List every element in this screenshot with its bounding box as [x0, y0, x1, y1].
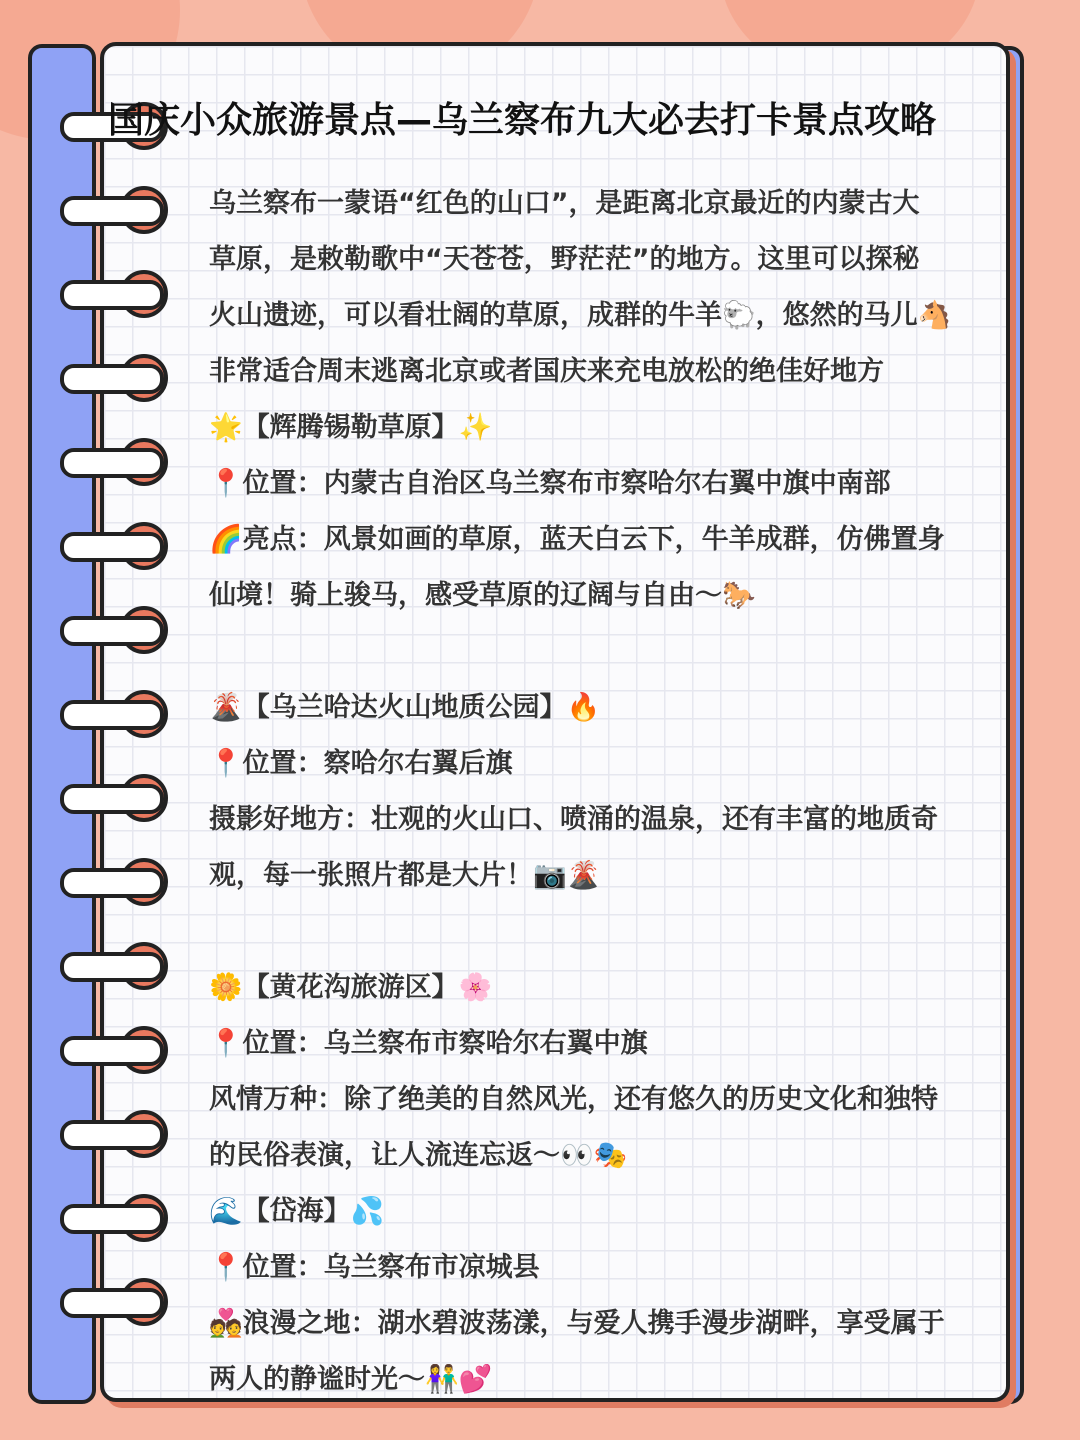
section-line: 观，每一张照片都是大片！📷🌋 — [209, 860, 601, 891]
binder-ring — [60, 188, 168, 224]
binder-ring — [60, 1028, 168, 1064]
binder-ring — [60, 1280, 168, 1316]
section-line: 🌈亮点：风景如画的草原，蓝天白云下，牛羊成群，仿佛置身 — [209, 524, 945, 555]
ring-wire — [60, 1288, 164, 1318]
section-wulanhada — [209, 680, 979, 904]
intro-line: 乌兰察布一蒙语“红色的山口”，是距离北京最近的内蒙古大 — [209, 188, 920, 219]
ring-wire — [60, 1204, 164, 1234]
ring-wire — [60, 700, 164, 730]
binder-ring — [60, 1196, 168, 1232]
section-daihai — [209, 1184, 979, 1408]
section-heading: 🌟【辉腾锡勒草原】✨ — [209, 412, 493, 443]
article-body — [209, 176, 979, 1408]
page-title: 国庆小众旅游景点—乌兰察布九大必去打卡景点攻略 — [108, 100, 937, 141]
section-huanghuagou — [209, 960, 979, 1184]
binder-ring — [60, 524, 168, 560]
section-line: 两人的静谧时光～👫💕 — [209, 1364, 493, 1395]
binder-ring — [60, 776, 168, 812]
intro-paragraph — [209, 176, 979, 400]
section-heading: 🌊【岱海】💦 — [209, 1196, 385, 1227]
section-line: 📍位置：察哈尔右翼后旗 — [209, 748, 513, 779]
section-huitengxile — [209, 400, 979, 624]
section-line: 💑浪漫之地：湖水碧波荡漾，与爱人携手漫步湖畔，享受属于 — [209, 1308, 945, 1339]
ring-wire — [60, 532, 164, 562]
binder-ring — [60, 860, 168, 896]
section-line: 仙境！骑上骏马，感受草原的辽阔与自由～🐎 — [209, 580, 756, 611]
ring-wire — [60, 616, 164, 646]
binder-ring — [60, 440, 168, 476]
ring-wire — [60, 952, 164, 982]
section-line: 摄影好地方：壮观的火山口、喷涌的温泉，还有丰富的地质奇 — [209, 804, 938, 835]
intro-line: 火山遗迹，可以看壮阔的草原，成群的牛羊🐑，悠然的马儿🐴 — [209, 300, 952, 331]
section-line: 📍位置：乌兰察布市凉城县 — [209, 1252, 540, 1283]
ring-wire — [60, 364, 164, 394]
section-line: 风情万种：除了绝美的自然风光，还有悠久的历史文化和独特 — [209, 1084, 938, 1115]
binder-ring — [60, 608, 168, 644]
intro-line: 草原，是敕勒歌中“天苍苍，野茫茫”的地方。这里可以探秘 — [209, 244, 920, 275]
section-line: 📍位置：内蒙古自治区乌兰察布市察哈尔右翼中旗中南部 — [209, 468, 891, 499]
binder-ring — [60, 1112, 168, 1148]
intro-line: 非常适合周末逃离北京或者国庆来充电放松的绝佳好地方 — [209, 356, 884, 387]
ring-wire — [60, 280, 164, 310]
ring-wire — [60, 868, 164, 898]
binder-ring — [60, 944, 168, 980]
binder-ring — [60, 272, 168, 308]
spacer — [209, 624, 979, 680]
ring-wire — [60, 784, 164, 814]
section-heading: 🌋【乌兰哈达火山地质公园】🔥 — [209, 692, 601, 723]
ring-wire — [60, 1120, 164, 1150]
section-line: 📍位置：乌兰察布市察哈尔右翼中旗 — [209, 1028, 648, 1059]
section-heading: 🌼【黄花沟旅游区】🌸 — [209, 972, 493, 1003]
binder-ring — [60, 692, 168, 728]
binder-ring — [60, 356, 168, 392]
ring-wire — [60, 448, 164, 478]
spacer — [209, 904, 979, 960]
section-line: 的民俗表演，让人流连忘返～👀🎭 — [209, 1140, 628, 1171]
ring-wire — [60, 1036, 164, 1066]
ring-wire — [60, 196, 164, 226]
spiral-binding — [60, 100, 180, 1360]
